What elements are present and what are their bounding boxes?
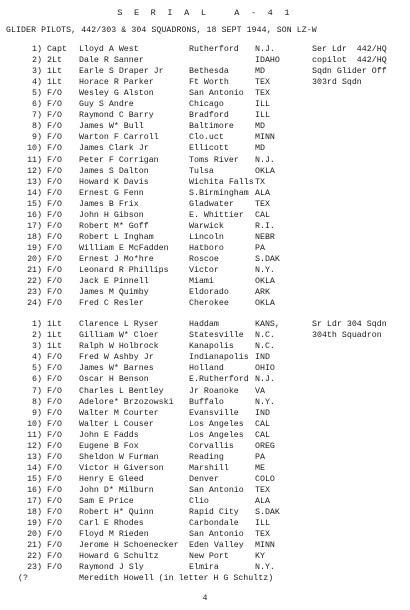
state: CAL <box>255 210 270 220</box>
rank: 2Lt <box>47 56 62 66</box>
note: Sqdn Glider Off <box>312 67 387 77</box>
pilot-name: Peter F Corrigan <box>79 155 159 165</box>
row-number: 12) <box>27 166 42 176</box>
rank: 1Lt <box>47 320 62 330</box>
row-number: 19) <box>27 519 42 529</box>
hometown: San Antonio <box>189 485 244 495</box>
row-number: 4) <box>32 353 42 363</box>
pilot-name: Sheldon W Furman <box>79 452 159 462</box>
rank: 1Lt <box>47 331 62 341</box>
state: CAL <box>255 419 270 429</box>
state: N.C. <box>255 331 275 341</box>
pilot-name: Robert M* Goff <box>79 221 149 231</box>
pilot-name: John E Fadds <box>79 430 139 440</box>
state: ILL <box>255 100 270 110</box>
hometown: New Port <box>189 552 229 562</box>
hometown: Reading <box>189 452 224 462</box>
row-number: 13) <box>27 452 42 462</box>
pilot-name: Charles L Bentley <box>79 386 164 396</box>
pilot-name: James S Dalton <box>79 166 149 176</box>
state: IND <box>255 353 270 363</box>
rank: F/O <box>47 288 62 298</box>
pilot-name: Leonard R Phillips <box>79 266 169 275</box>
rank: F/O <box>47 89 62 99</box>
state: NEBR <box>255 232 275 242</box>
row-number: 18) <box>27 508 42 518</box>
pilot-name: Howard K Davis <box>79 177 149 187</box>
row-number: 5) <box>32 364 42 374</box>
state: TEX <box>255 89 270 99</box>
rank: 1Lt <box>47 67 62 77</box>
state: VA <box>255 386 265 396</box>
state: OKLA <box>255 277 275 287</box>
rank: F/O <box>47 277 62 287</box>
row-number: 23) <box>27 288 42 298</box>
hometown: San Antonio <box>189 530 244 540</box>
hometown: Statesville <box>189 331 244 341</box>
row-number: 8) <box>32 397 42 407</box>
note: Ser Ldr 442/HQ <box>312 45 387 54</box>
state: CAL <box>255 430 270 440</box>
state: KANS, <box>255 320 280 330</box>
rank: 1Lt <box>47 342 62 352</box>
pilot-name: Wesley G Alston <box>79 89 154 99</box>
hometown: S.Birmingham <box>189 188 249 198</box>
hometown: Denver <box>189 474 219 484</box>
state: N.J. <box>255 375 275 385</box>
row-number: 10) <box>27 419 42 429</box>
hometown: Hatboro <box>189 243 224 253</box>
hometown: E.Rutherford <box>189 375 249 385</box>
row-number: 6) <box>32 375 42 385</box>
state: ME <box>255 463 265 473</box>
state: TEX <box>255 199 270 209</box>
pilot-name: Oscar H Benson <box>79 375 149 385</box>
state: COLO <box>255 474 275 484</box>
rank: F/O <box>47 166 62 176</box>
hometown: Victor <box>189 266 219 275</box>
state: OREG <box>255 441 275 451</box>
pilot-name: Henry E Gleed <box>79 474 144 484</box>
state: S.DAK <box>255 508 280 518</box>
pilot-name: James W* Bull <box>79 122 144 132</box>
pilot-name: Carl E Rhodes <box>79 519 144 529</box>
hometown: Chicago <box>189 100 224 110</box>
state: TEX <box>255 530 270 540</box>
state: TX <box>255 177 265 187</box>
pilot-name: Guy S Andre <box>79 100 134 110</box>
state: N.Y. <box>255 563 275 573</box>
state: TEX <box>255 485 270 495</box>
hometown: Jr Roanoke <box>189 386 239 396</box>
state: PA <box>255 452 265 462</box>
pilot-name: Robert L Ingham <box>79 232 154 242</box>
row-number: 11) <box>27 155 42 165</box>
pilot-name: Ernest J Mo*hre <box>79 254 154 264</box>
state: KY <box>255 552 265 562</box>
hometown: Evansville <box>189 408 239 418</box>
state: IND <box>255 408 270 418</box>
rank: F/O <box>47 508 62 518</box>
row-number: 4) <box>32 78 42 88</box>
rank: F/O <box>47 243 62 253</box>
hometown: Warwick <box>189 221 224 231</box>
pilot-name: Ralph W Holbrock <box>79 342 159 352</box>
rank: F/O <box>47 254 62 264</box>
row-number: 11) <box>27 430 42 440</box>
note: 304th Squadron <box>312 331 382 341</box>
page-number: 4 <box>202 594 208 603</box>
hometown: Rapid City <box>189 508 239 518</box>
row-number: 1) <box>32 45 42 54</box>
pilot-name: Jack E Pinnell <box>79 277 149 287</box>
hometown: Tulsa <box>189 166 214 176</box>
state: ALA <box>255 497 270 506</box>
state: TEX <box>255 78 270 88</box>
state: OKLA <box>255 299 275 309</box>
rank: F/O <box>47 221 62 231</box>
row-number: 20) <box>27 530 42 540</box>
row-number: 12) <box>27 441 42 451</box>
hometown: Carbondale <box>189 519 239 529</box>
pilot-name: Raymond J Sly <box>79 563 144 573</box>
pilot-name: Ernest G Fenn <box>79 188 144 198</box>
hometown: Gladwater <box>189 199 234 209</box>
rank: Capt <box>47 45 67 54</box>
pilot-name: James B Frix <box>79 199 139 209</box>
note: copilot 442/HQ <box>312 56 387 66</box>
rank: F/O <box>47 188 62 198</box>
pilot-name: John D* Milburn <box>79 485 154 495</box>
hometown: Cherokee <box>189 299 229 309</box>
row-number: 7) <box>32 111 42 121</box>
row-number: 5) <box>32 89 42 99</box>
row-number: 15) <box>27 199 42 209</box>
rank: F/O <box>47 541 62 551</box>
pilot-name: Lloyd A West <box>79 45 139 54</box>
hometown: Bethesda <box>189 67 229 77</box>
row-number: 23) <box>27 563 42 573</box>
pilot-name: Eugene B Fox <box>79 441 139 451</box>
row-number: 17) <box>27 497 42 506</box>
row-number: 19) <box>27 243 42 253</box>
note: 303rd Sqdn <box>312 78 362 88</box>
rank: F/O <box>47 408 62 418</box>
row-number: 9) <box>32 408 42 418</box>
state: N.J. <box>255 155 275 165</box>
rank: F/O <box>47 441 62 451</box>
state: MD <box>255 144 265 154</box>
state: PA <box>255 243 265 253</box>
hometown: Lincoln <box>189 232 224 242</box>
pilot-name: Victor H Giverson <box>79 463 164 473</box>
rank: F/O <box>47 530 62 540</box>
state: N.C. <box>255 342 275 352</box>
row-number: 21) <box>27 541 42 551</box>
hometown: Kanapolis <box>189 342 234 352</box>
pilot-name: Warton F Carroll <box>79 133 159 143</box>
rank: F/O <box>47 452 62 462</box>
rank: F/O <box>47 232 62 242</box>
pilot-name: Earle S Draper Jr <box>79 67 164 77</box>
hometown: Toms River <box>189 155 239 165</box>
rank: F/O <box>47 133 62 143</box>
rank: F/O <box>47 552 62 562</box>
rank: F/O <box>47 122 62 132</box>
pilot-name: William E McFadden <box>79 243 169 253</box>
row-number: 14) <box>27 188 42 198</box>
state: OKLA <box>255 166 275 176</box>
footnote-marker: (? <box>18 574 28 584</box>
row-number: 17) <box>27 221 42 231</box>
hometown: Wichita Falls <box>189 177 254 187</box>
state: MD <box>255 122 265 132</box>
state: ILL <box>255 519 270 529</box>
rank: F/O <box>47 299 62 309</box>
row-number: 13) <box>27 177 42 187</box>
hometown: Ft Worth <box>189 78 229 88</box>
rank: F/O <box>47 177 62 187</box>
row-number: 10) <box>27 144 42 154</box>
row-number: 21) <box>27 266 42 275</box>
hometown: Baltimore <box>189 122 234 132</box>
pilot-name: Fred W Ashby Jr <box>79 353 154 363</box>
hometown: Marshill <box>189 463 229 473</box>
row-number: 22) <box>27 552 42 562</box>
hometown: Eden Valley <box>189 541 244 551</box>
rank: F/O <box>47 430 62 440</box>
rank: F/O <box>47 353 62 363</box>
state: OHIO <box>255 364 275 374</box>
rank: 1Lt <box>47 78 62 88</box>
row-number: 2) <box>32 331 42 341</box>
row-number: 3) <box>32 342 42 352</box>
state: N.Y. <box>255 397 275 407</box>
row-number: 18) <box>27 232 42 242</box>
state: MD <box>255 67 265 77</box>
roster-title: GLIDER PILOTS, 442/303 & 304 SQUADRONS, 18 SEPT 1944, SON LZ-W <box>6 26 317 35</box>
hometown: Holland <box>189 364 224 374</box>
pilot-name: John H Gibson <box>79 210 144 220</box>
hometown: Rutherford <box>189 45 239 54</box>
hometown: Clo.uct <box>189 133 224 143</box>
hometown: Los Angeles <box>189 430 244 440</box>
pilot-name: Sam E Price <box>79 497 134 506</box>
rank: F/O <box>47 199 62 209</box>
state: S.DAK <box>255 254 280 264</box>
pilot-name: Howard G Schultz <box>79 552 159 562</box>
row-number: 1) <box>32 320 42 330</box>
hometown: Clio <box>189 497 209 506</box>
pilot-name: Jerome H Schoenecker <box>79 541 179 551</box>
pilot-name: Raymond C Barry <box>79 111 154 121</box>
hometown: Bradford <box>189 111 229 121</box>
hometown: E. Whittier <box>189 210 244 220</box>
rank: F/O <box>47 485 62 495</box>
hometown: Los Angeles <box>189 419 244 429</box>
rank: F/O <box>47 155 62 165</box>
pilot-name: Gilliam W* Cloer <box>79 331 159 341</box>
state: N.J. <box>255 45 275 54</box>
hometown: Elmira <box>189 563 219 573</box>
row-number: 16) <box>27 485 42 495</box>
row-number: 15) <box>27 474 42 484</box>
row-number: 3) <box>32 67 42 77</box>
pilot-name: Dale R Sanner <box>79 56 144 66</box>
state: IDAHO <box>255 56 280 66</box>
rank: F/O <box>47 266 62 275</box>
pilot-name: Walter L Couser <box>79 419 154 429</box>
row-number: 14) <box>27 463 42 473</box>
rank: F/O <box>47 144 62 154</box>
hometown: Buffalo <box>189 397 224 407</box>
pilot-name: Fred C Resler <box>79 299 144 309</box>
rank: F/O <box>47 463 62 473</box>
pilot-name: Adelore* Brzozowski <box>79 397 174 407</box>
state: ALA <box>255 188 270 198</box>
pilot-name: James W* Barnes <box>79 364 154 374</box>
row-number: 2) <box>32 56 42 66</box>
row-number: 8) <box>32 122 42 132</box>
row-number: 16) <box>27 210 42 220</box>
state: R.I. <box>255 221 275 231</box>
pilot-name: James Clark Jr <box>79 144 149 154</box>
row-number: 6) <box>32 100 42 110</box>
rank: F/O <box>47 364 62 374</box>
footnote-text: Meredith Howell (in letter H G Schultz) <box>79 574 274 584</box>
hometown: Indianapolis <box>189 353 249 363</box>
serial-heading: S E R I A L A - 4 1 <box>117 8 293 18</box>
pilot-name: Walter M Courter <box>79 408 159 418</box>
pilot-name: James M Quimby <box>79 288 149 298</box>
rank: F/O <box>47 375 62 385</box>
pilot-name: Clarence L Ryser <box>79 320 159 330</box>
row-number: 22) <box>27 277 42 287</box>
state: MINN <box>255 541 275 551</box>
pilot-name: Horace R Parker <box>79 78 154 88</box>
rank: F/O <box>47 397 62 407</box>
pilot-name: Floyd M Rieden <box>79 530 149 540</box>
hometown: San Antonio <box>189 89 244 99</box>
rank: F/O <box>47 497 62 506</box>
row-number: 24) <box>27 299 42 309</box>
state: ILL <box>255 111 270 121</box>
rank: F/O <box>47 563 62 573</box>
rank: F/O <box>47 210 62 220</box>
hometown: Corvallis <box>189 441 234 451</box>
state: ARK <box>255 288 270 298</box>
rank: F/O <box>47 474 62 484</box>
rank: F/O <box>47 111 62 121</box>
rank: F/O <box>47 519 62 529</box>
rank: F/O <box>47 419 62 429</box>
pilot-name: Robert H* Quinn <box>79 508 154 518</box>
rank: F/O <box>47 386 62 396</box>
hometown: Miami <box>189 277 214 287</box>
row-number: 7) <box>32 386 42 396</box>
hometown: Haddam <box>189 320 219 330</box>
rank: F/O <box>47 100 62 110</box>
hometown: Ellicott <box>189 144 229 154</box>
state: MINN <box>255 133 275 143</box>
note: Sr Ldr 304 Sqdn <box>312 320 387 330</box>
hometown: Eldorado <box>189 288 229 298</box>
hometown: Roscoe <box>189 254 219 264</box>
row-number: 20) <box>27 254 42 264</box>
row-number: 9) <box>32 133 42 143</box>
state: N.Y. <box>255 266 275 275</box>
